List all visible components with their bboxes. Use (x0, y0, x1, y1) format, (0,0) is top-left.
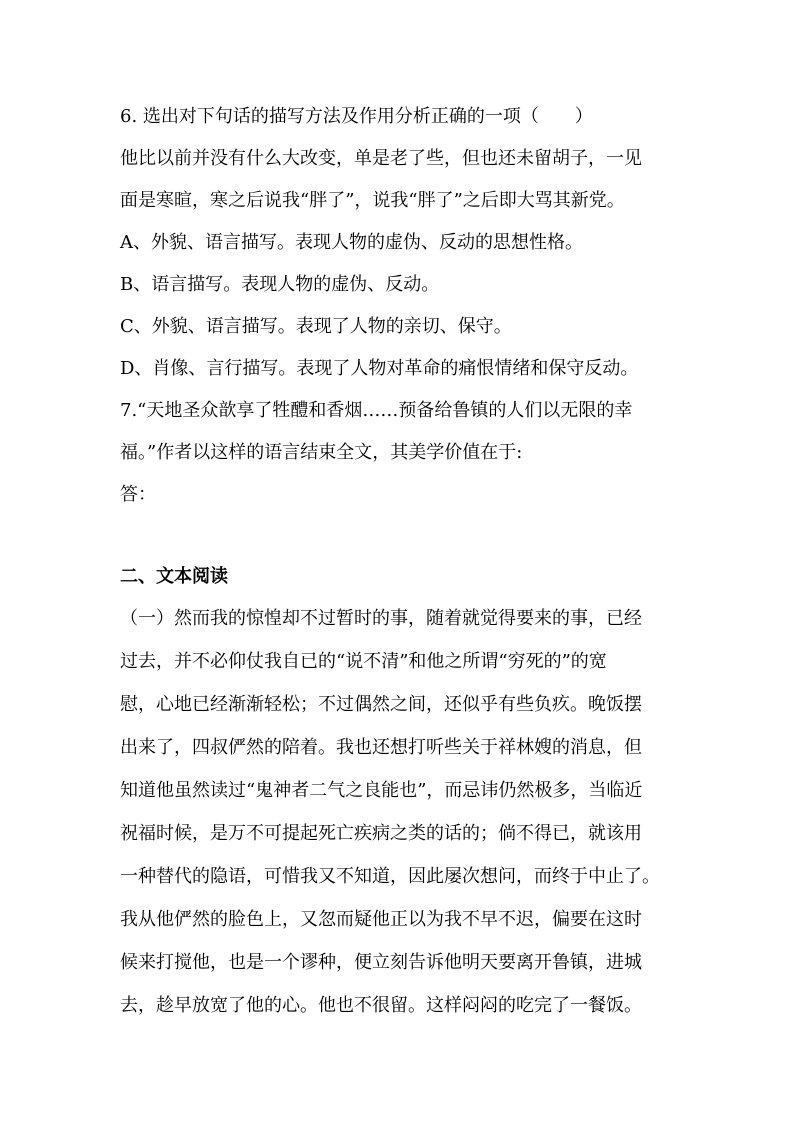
question-6-prompt: 6. 选出对下句话的描写方法及作用分析正确的一项（ ） (120, 106, 593, 127)
passage-line-10: 去，趁早放宽了他的心。他也不很留。这样闷闷的吃完了一餐饭。 (120, 995, 642, 1016)
question-6-option-b: B、语言描写。表现人物的虚伪、反动。 (120, 274, 440, 295)
question-7-line-2: 福。”作者以这样的语言结束全文，其美学价值在于: (120, 442, 523, 463)
section-heading: 二、文本阅读 (120, 566, 228, 587)
question-7-line-1: 7.“天地圣众歆享了牲醴和香烟……预备给鲁镇的人们以无限的幸 (120, 400, 633, 421)
question-6-option-d: D、肖像、言行描写。表现了人物对革命的痛恨情绪和保守反动。 (120, 358, 639, 379)
passage-line-6: 祝福时候，是万不可提起死亡疾病之类的话的；倘不得已，就该用 (120, 823, 642, 844)
question-6-passage-line-1: 他比以前并没有什么大改变，单是老了些，但也还未留胡子，一见 (120, 148, 642, 169)
passage-line-5: 知道他虽然读过“鬼神者二气之良能也”，而忌讳仍然极多，当临近 (120, 780, 643, 801)
passage-line-9: 候来打搅他，也是一个谬种，便立刻告诉他明天要离开鲁镇，进城 (120, 952, 642, 973)
question-7-answer-label: 答： (120, 484, 156, 505)
passage-line-3: 慰，心地已经渐渐轻松；不过偶然之间，还似乎有些负疚。晚饭摆 (120, 694, 642, 715)
question-6-option-c: C、外貌、语言描写。表现了人物的亲切、保守。 (120, 316, 512, 337)
question-6-option-a: A、外貌、语言描写。表现人物的虚伪、反动的思想性格。 (120, 232, 583, 253)
passage-line-8: 我从他俨然的脸色上，又忽而疑他正以为我不早不迟，偏要在这时 (120, 909, 642, 930)
passage-line-4: 出来了，四叔俨然的陪着。我也还想打听些关于祥林嫂的消息，但 (120, 737, 642, 758)
question-6-passage-line-2: 面是寒暄，寒之后说我“胖了”，说我“胖了”之后即大骂其新党。 (120, 190, 625, 211)
passage-line-2: 过去，并不必仰仗我自已的“说不清”和他之所谓“穷死的”的宽 (120, 651, 607, 672)
passage-line-1: （一）然而我的惊惶却不过暂时的事，随着就觉得要来的事，已经 (120, 608, 642, 629)
passage-line-7: 一种替代的隐语，可惜我又不知道，因此屡次想问，而终于中止了。 (120, 866, 660, 887)
